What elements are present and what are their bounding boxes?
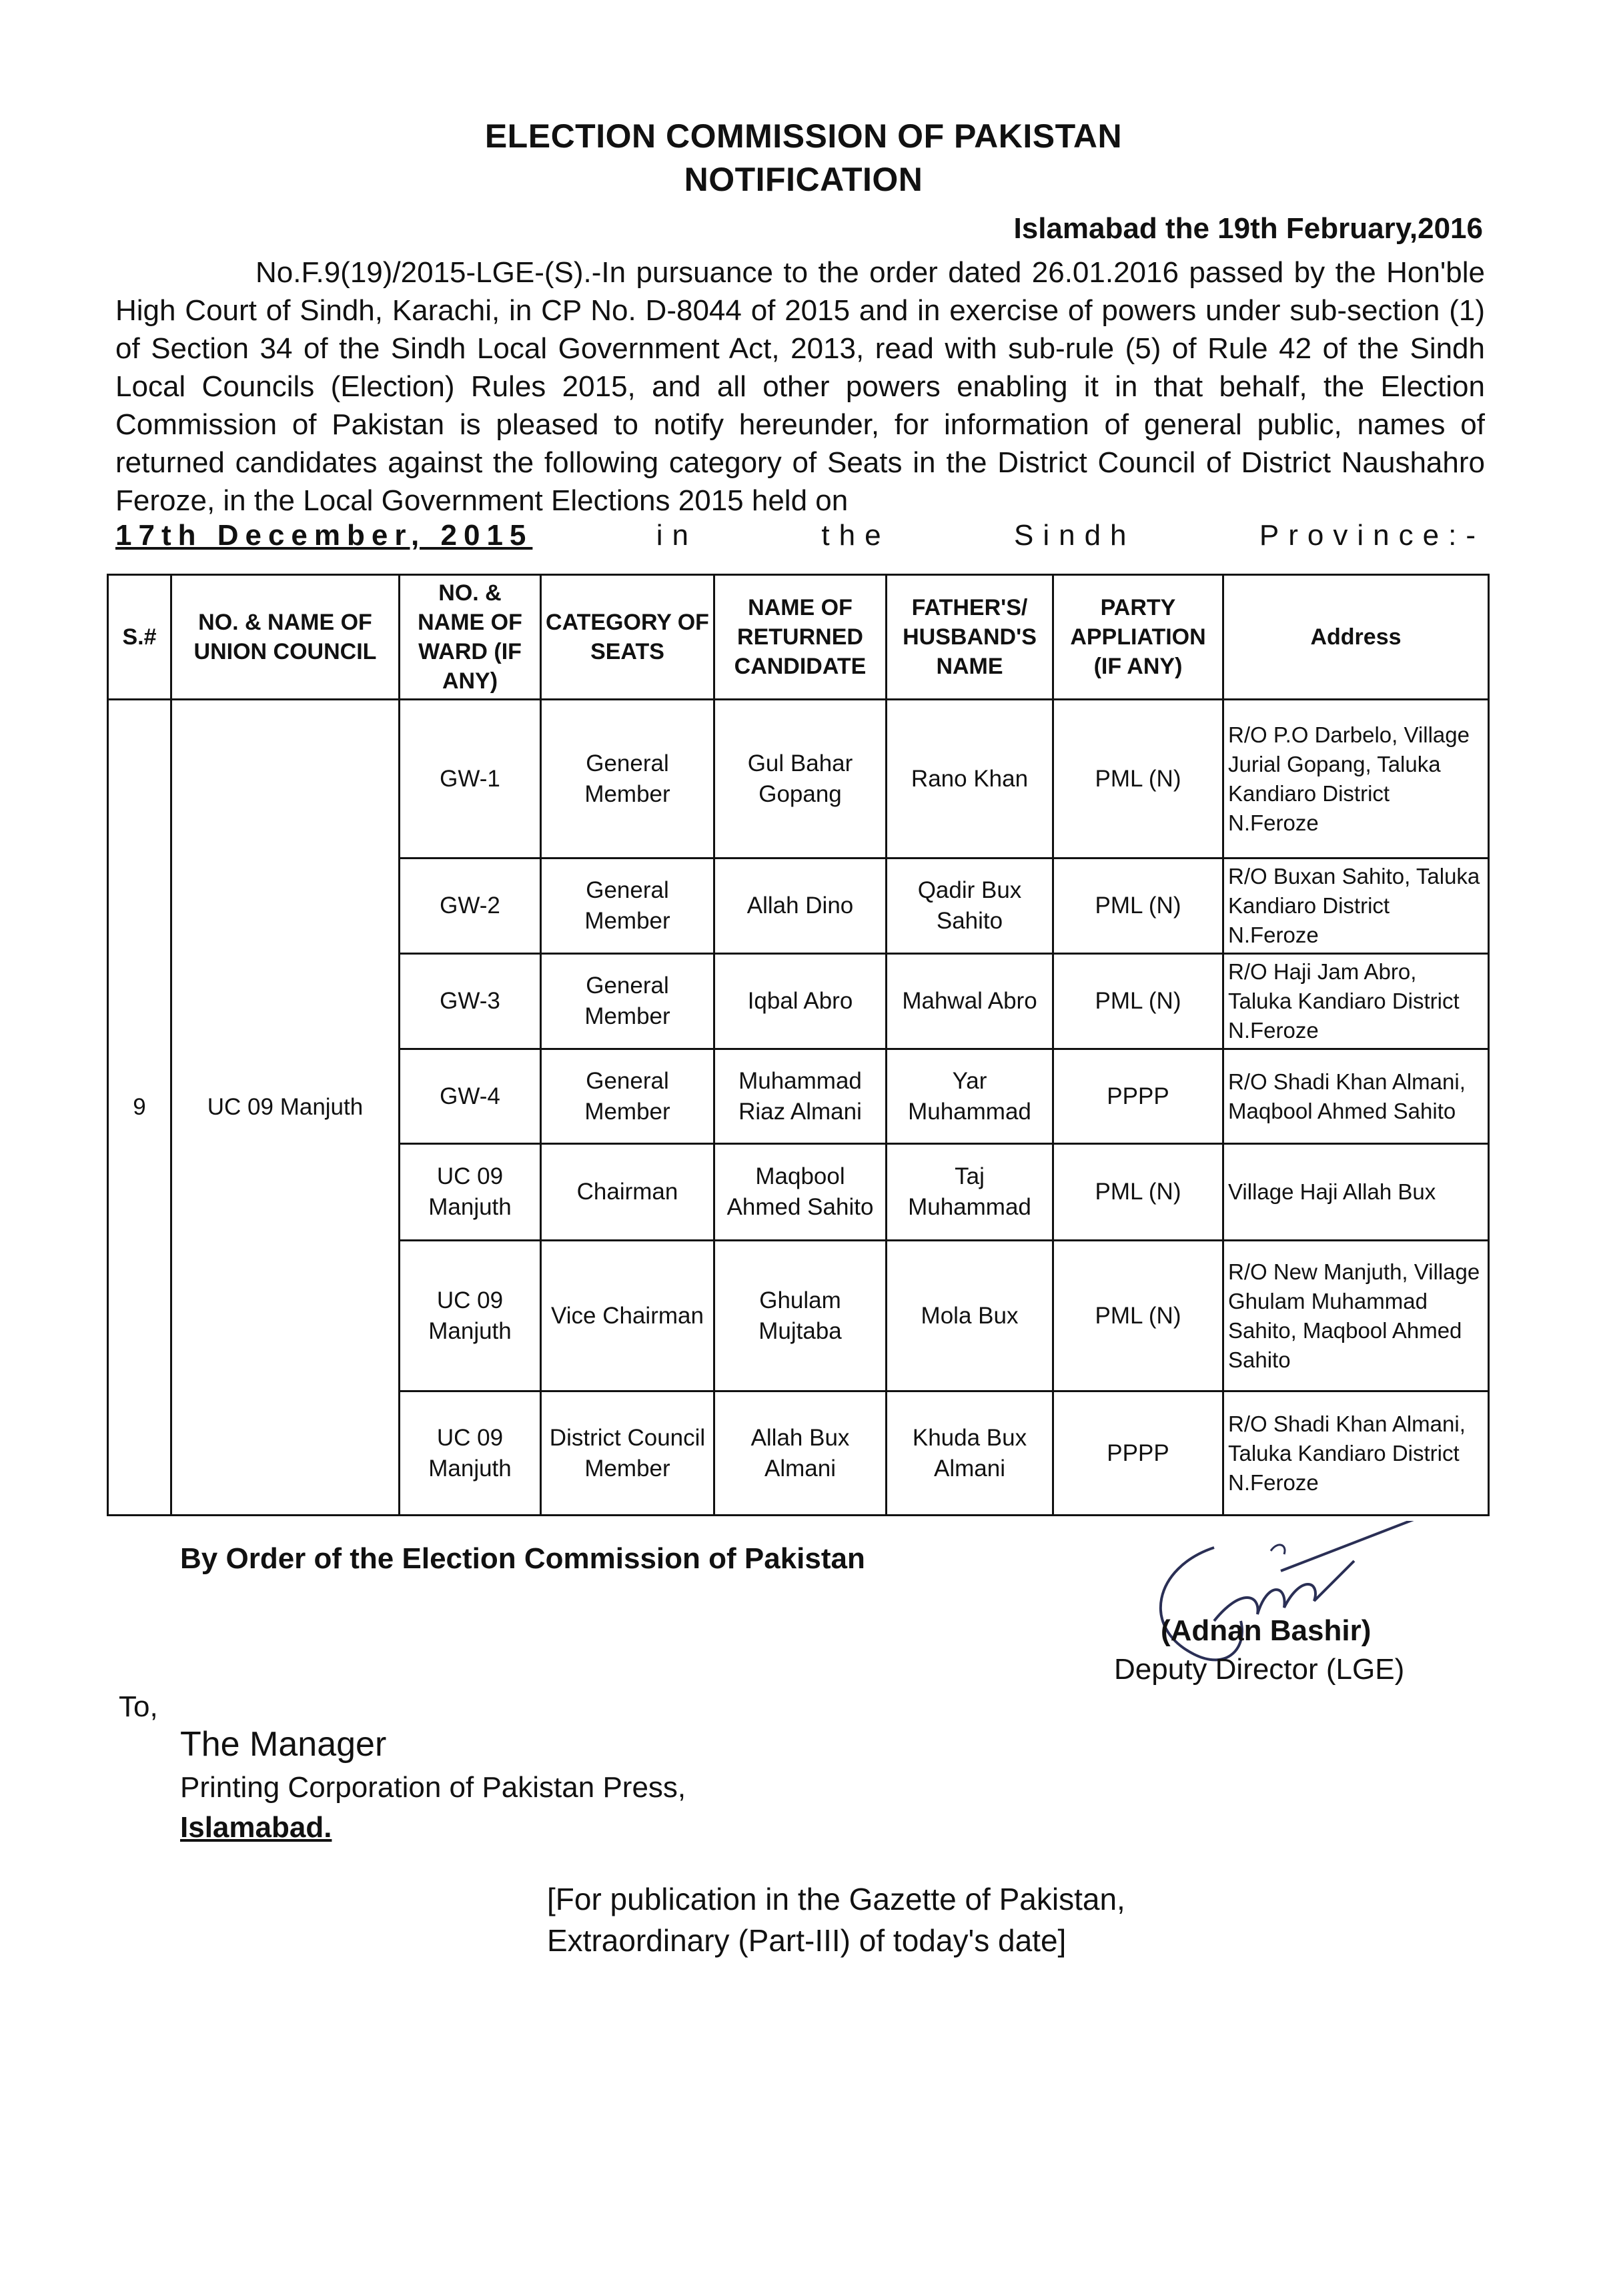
cell-father: Yar Muhammad xyxy=(887,1049,1053,1144)
cell-ward: GW-3 xyxy=(400,954,541,1049)
cell-candidate: Allah Bux Almani xyxy=(714,1391,887,1516)
cell-ward: GW-4 xyxy=(400,1049,541,1144)
cell-party: PPPP xyxy=(1053,1049,1223,1144)
signatory-name: (Adnan Bashir) xyxy=(1161,1614,1372,1647)
cell-address: R/O P.O Darbelo, Village Jurial Gopang, Taluka Kandiaro District N.Feroze xyxy=(1223,700,1489,858)
cell-category: Vice Chairman xyxy=(541,1241,714,1391)
dateline: Islamabad the 19th February,2016 xyxy=(1013,212,1483,245)
cell-candidate: Maqbool Ahmed Sahito xyxy=(714,1144,887,1241)
table-row xyxy=(108,700,1489,858)
header-party: PARTY APPLIATION (IF ANY) xyxy=(1053,575,1223,700)
cell-category: Chairman xyxy=(541,1144,714,1241)
addressee-organization: Printing Corporation of Pakistan Press, xyxy=(180,1771,686,1804)
to-label: To, xyxy=(119,1690,158,1723)
cell-ward: UC 09 Manjuth xyxy=(400,1144,541,1241)
cell-candidate: Allah Dino xyxy=(714,858,887,954)
cell-candidate: Gul Bahar Gopang xyxy=(714,700,887,858)
cell-address: R/O Buxan Sahito, Taluka Kandiaro District N.Feroze xyxy=(1223,858,1489,954)
cell-father: Mahwal Abro xyxy=(887,954,1053,1049)
tail-word-2: the xyxy=(821,519,891,552)
header-father-husband: FATHER'S/ HUSBAND'S NAME xyxy=(887,575,1053,700)
cell-ward: GW-1 xyxy=(400,700,541,858)
header-category: CATEGORY OF SEATS xyxy=(541,575,714,700)
cell-party: PML (N) xyxy=(1053,1144,1223,1241)
cell-party: PML (N) xyxy=(1053,700,1223,858)
header-sno: S.# xyxy=(108,575,171,700)
cell-party: PML (N) xyxy=(1053,1241,1223,1391)
cell-union-council: UC 09 Manjuth xyxy=(171,700,400,1516)
cell-category: General Member xyxy=(541,858,714,954)
notification-last-line xyxy=(115,519,1485,552)
tail-word-1: in xyxy=(656,519,698,552)
cell-candidate: Muhammad Riaz Almani xyxy=(714,1049,887,1144)
cell-candidate: Iqbal Abro xyxy=(714,954,887,1049)
cell-father: Qadir Bux Sahito xyxy=(887,858,1053,954)
addressee-city: Islamabad. xyxy=(180,1811,332,1844)
cell-candidate: Ghulam Mujtaba xyxy=(714,1241,887,1391)
cell-party: PPPP xyxy=(1053,1391,1223,1516)
tail-word-4: Province:- xyxy=(1259,519,1485,552)
cell-father: Khuda Bux Almani xyxy=(887,1391,1053,1516)
header-ward: NO. & NAME OF WARD (IF ANY) xyxy=(400,575,541,700)
publication-note-line-1: [For publication in the Gazette of Pakistan, xyxy=(547,1882,1125,1916)
table-header-row xyxy=(108,575,1489,700)
cell-sno: 9 xyxy=(108,700,171,1516)
cell-address: R/O Shadi Khan Almani, Maqbool Ahmed Sahito xyxy=(1223,1049,1489,1144)
cell-address: R/O New Manjuth, Village Ghulam Muhammad Sahito, Maqbool Ahmed Sahito xyxy=(1223,1241,1489,1391)
cell-address: R/O Haji Jam Abro, Taluka Kandiaro District N.Feroze xyxy=(1223,954,1489,1049)
header-address: Address xyxy=(1223,575,1489,700)
cell-party: PML (N) xyxy=(1053,858,1223,954)
publication-note-line-2: Extraordinary (Part-III) of today's date] xyxy=(547,1923,1067,1958)
document-subtitle: NOTIFICATION xyxy=(684,161,923,198)
cell-category: District Council Member xyxy=(541,1391,714,1516)
cell-ward: UC 09 Manjuth xyxy=(400,1391,541,1516)
notification-text: No.F.9(19)/2015-LGE-(S).-In pursuance to the order dated 26.01.2016 passed by the Hon'ble High Court of Sindh, Karachi, in CP No. D-8044 of 2015 and in exercise of powers under sub-section (1) of Section 34 of the Sindh Local Government Act, 2013, read with sub-rule (5) of Rule 42 of the Sindh Local Councils (Election) Rules 2015, and all other powers enabling it in that behalf, the Election Commission of Pakistan is pleased to notify hereunder, for information of general public, names of returned candidates against the following category of Seats in the District Council of District Naushahro Feroze, in the Local Government Elections 2015 held on xyxy=(115,256,1485,517)
document-title: ELECTION COMMISSION OF PAKISTAN xyxy=(484,117,1123,155)
returned-candidates-table xyxy=(107,574,1490,1516)
notification-body xyxy=(115,253,1485,520)
cell-category: General Member xyxy=(541,700,714,858)
cell-party: PML (N) xyxy=(1053,954,1223,1049)
addressee-title: The Manager xyxy=(180,1725,387,1764)
cell-category: General Member xyxy=(541,1049,714,1144)
cell-ward: UC 09 Manjuth xyxy=(400,1241,541,1391)
header-union-council: NO. & NAME OF UNION COUNCIL xyxy=(171,575,400,700)
cell-father: Rano Khan xyxy=(887,700,1053,858)
cell-ward: GW-2 xyxy=(400,858,541,954)
header-candidate: NAME OF RETURNED CANDIDATE xyxy=(714,575,887,700)
cell-address: Village Haji Allah Bux xyxy=(1223,1144,1489,1241)
signatory-designation: Deputy Director (LGE) xyxy=(1114,1653,1405,1686)
election-date: 17th December, 2015 xyxy=(115,519,533,552)
cell-category: General Member xyxy=(541,954,714,1049)
tail-word-3: Sindh xyxy=(1013,519,1136,552)
cell-father: Mola Bux xyxy=(887,1241,1053,1391)
order-line: By Order of the Election Commission of Pakistan xyxy=(180,1542,865,1575)
cell-address: R/O Shadi Khan Almani, Taluka Kandiaro District N.Feroze xyxy=(1223,1391,1489,1516)
cell-father: Taj Muhammad xyxy=(887,1144,1053,1241)
